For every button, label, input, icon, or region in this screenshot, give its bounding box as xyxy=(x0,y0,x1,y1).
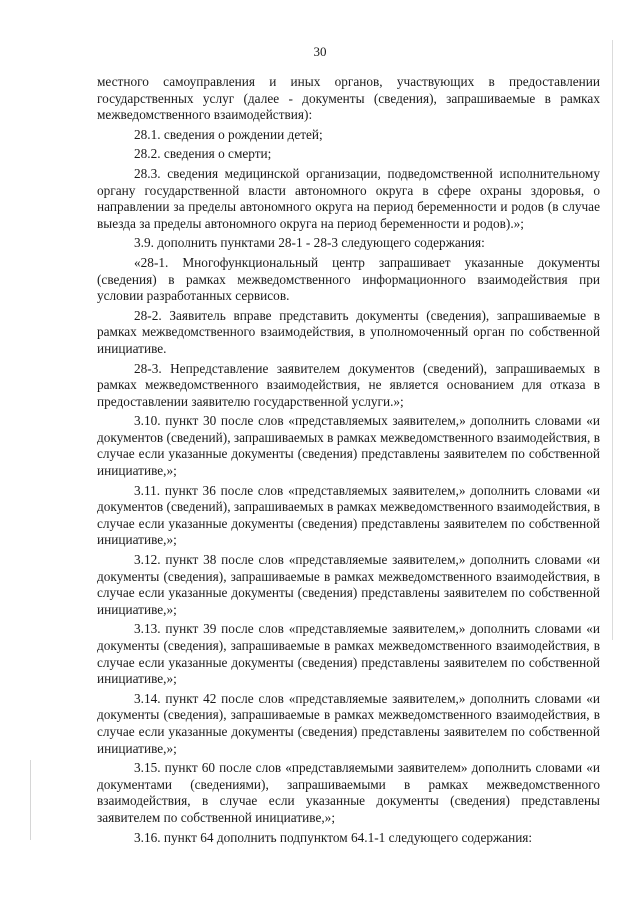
paragraph-3-11: 3.11. пункт 36 после слов «представляемых заявителем,» дополнить словами «и документов (сведений), запрашиваемых в рамках межведомственного взаимодействия, в случае если указанные документы (сведения) представлены заявителем по собственной инициативе,»; xyxy=(97,482,600,548)
paragraph-3-13: 3.13. пункт 39 после слов «представляемые заявителем,» дополнить словами «и документы (сведения), запрашиваемые в рамках межведомственного взаимодействия, в случае если указанные документы (сведения) представлены заявителем по собственной инициативе,»; xyxy=(97,621,600,687)
paragraph-28-1: 28.1. сведения о рождении детей; xyxy=(134,126,323,142)
paragraph-28-2: 28.2. сведения о смерти; xyxy=(134,146,272,162)
paragraph-28-3: 28.3. сведения медицинской организации, подведомственной исполнительному органу государственной власти автономного округа в сфере охраны здоровья, о направлении за пределы автономного округа на период беременности и родов (в случае выезда за пределы автономного округа на период беременности и родов).»; xyxy=(97,165,600,231)
paragraph-3-16: 3.16. пункт 64 дополнить подпунктом 64.1-1 следующего содержания: xyxy=(134,829,533,845)
paragraph-continuation: местного самоуправления и иных органов, участвующих в предоставлении государственных услуг (далее - документы (сведения), запрашиваемые в рамках межведомственного взаимодействия): xyxy=(97,74,600,123)
paragraph-new-28-1: «28-1. Многофункциональный центр запрашивает указанные документы (сведения) в рамках межведомственного информационного взаимодействия при условии разработанных сервисов. xyxy=(97,254,600,304)
paragraph-3-9: 3.9. дополнить пунктами 28-1 - 28-3 следующего содержания: xyxy=(134,235,485,251)
paragraph-3-15: 3.15. пункт 60 после слов «представляемыми заявителем» дополнить словами «и документами (сведениями), запрашиваемыми в рамках межведомственного взаимодействия, в случае если указанные документы (сведения) представлены заявителем по собственной инициативе,»; xyxy=(97,760,600,825)
paragraph-3-10: 3.10. пункт 30 после слов «представляемых заявителем,» дополнить словами «и документов (сведений), запрашиваемых в рамках межведомственного взаимодействия, в случае если указанные документы (сведения) представлены заявителем по собственной инициативе,»; xyxy=(97,413,600,479)
paragraph-new-28-3: 28-3. Непредставление заявителем документов (сведений), запрашиваемых в рамках межведомственного взаимодействия, не является основанием для отказа в предоставлении заявителю государственной услуги.»; xyxy=(97,360,600,409)
page-number: 30 xyxy=(313,44,327,59)
paragraph-new-28-2: 28-2. Заявитель вправе представить документы (сведения), запрашиваемые в рамках межведомственного взаимодействия, в уполномоченный орган по собственной инициативе. xyxy=(97,307,600,356)
paragraph-3-14: 3.14. пункт 42 после слов «представляемые заявителем,» дополнить словами «и документы (сведения), запрашиваемые в рамках межведомственного взаимодействия, в случае если указанные документы (сведения) представлены заявителем по собственной инициативе,»; xyxy=(97,690,600,756)
document-body xyxy=(97,74,600,849)
paragraph-3-12: 3.12. пункт 38 после слов «представляемые заявителем,» дополнить словами «и документы (сведения), запрашиваемые в рамках межведомственного взаимодействия, в случае если указанные документы (сведения) представлены заявителем по собственной инициативе,»; xyxy=(97,552,600,617)
scan-margin-mark xyxy=(612,40,613,640)
scan-margin-mark-left xyxy=(30,760,31,840)
